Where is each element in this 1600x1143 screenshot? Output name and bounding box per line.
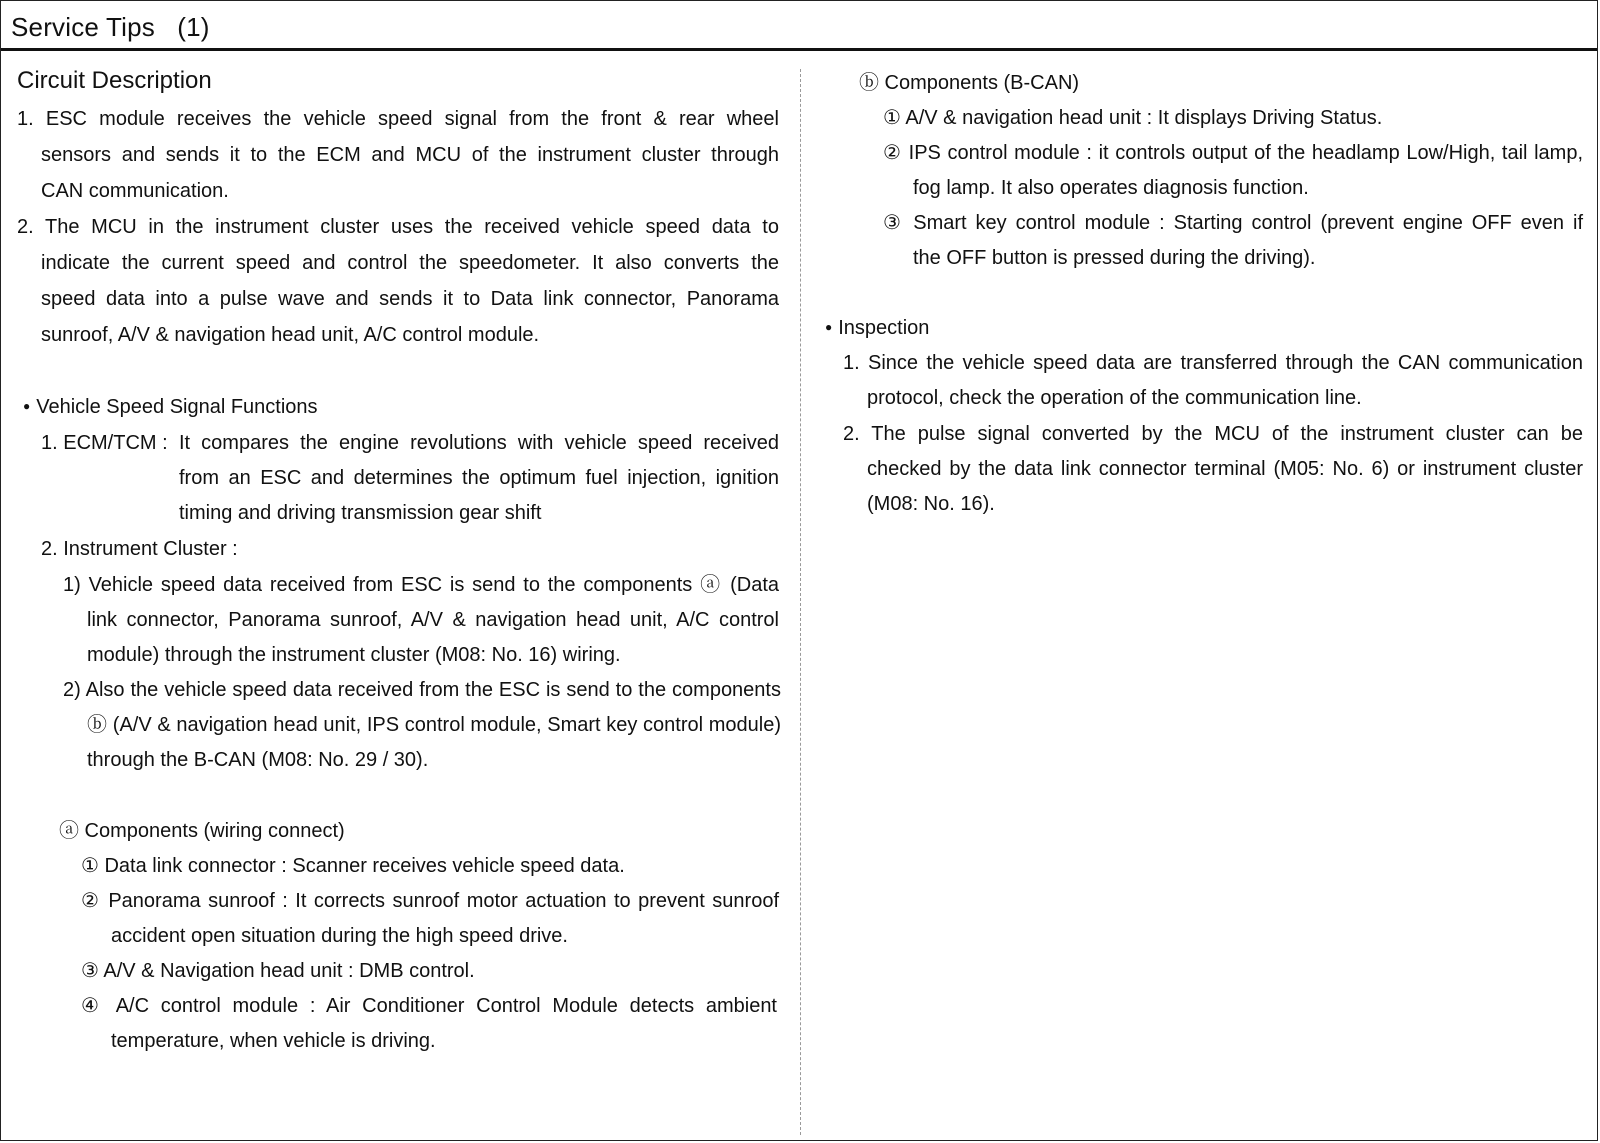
components-b-item: ① A/V & navigation head unit : It displays Driving Status. [883, 107, 1383, 129]
page-title: Service Tips (1) [11, 12, 210, 42]
desc-line: 2. The MCU in the instrument cluster uses the received vehicle speed data to [17, 216, 779, 238]
bullet-icon: ● [825, 320, 833, 334]
ecm-line: from an ESC and determines the optimum fuel injection, ignition [179, 467, 779, 489]
inspection-heading [825, 316, 929, 342]
inspection-line: 1. Since the vehicle speed data are transferred through the CAN communication [843, 352, 1583, 374]
vss-title: Vehicle Speed Signal Functions [36, 396, 318, 418]
column-divider [800, 69, 801, 1135]
desc-line: CAN communication. [41, 180, 229, 202]
ecm-label: 1. ECM/TCM : [41, 432, 168, 454]
page-header [1, 1, 1597, 51]
cluster-title: 2. Instrument Cluster : [41, 538, 238, 560]
circuit-description-title: Circuit Description [17, 67, 212, 94]
components-b-item: ② IPS control module : it controls output of the headlamp Low/High, tail lamp, [883, 142, 1583, 164]
desc-line: 1. ESC module receives the vehicle speed signal from the front & rear wheel [17, 108, 779, 130]
inspection-line: checked by the data link connector terminal (M05: No. 6) or instrument cluster [867, 458, 1583, 480]
desc-line: sunroof, A/V & navigation head unit, A/C control module. [41, 324, 540, 346]
inspection-line: 2. The pulse signal converted by the MCU of the instrument cluster can be [843, 423, 1583, 445]
components-a-item: ③ A/V & Navigation head unit : DMB control. [81, 960, 475, 982]
cluster-line: through the B-CAN (M08: No. 29 / 30). [87, 749, 429, 771]
components-a-title: ⓐ Components (wiring connect) [59, 820, 345, 842]
desc-line: indicate the current speed and control the speedometer. It also converts the [41, 252, 779, 274]
ecm-line: It compares the engine revolutions with vehicle speed received [179, 432, 779, 454]
components-b-item: fog lamp. It also operates diagnosis function. [913, 177, 1309, 199]
components-a-item: ② Panorama sunroof : It corrects sunroof motor actuation to prevent sunroof [81, 890, 779, 912]
components-a-item: accident open situation during the high speed drive. [111, 925, 568, 947]
inspection-title: Inspection [838, 317, 930, 339]
bullet-icon: ● [23, 399, 31, 413]
components-b-item: the OFF button is pressed during the driving). [913, 247, 1316, 269]
inspection-line: protocol, check the operation of the communication line. [867, 387, 1362, 409]
components-a-item: temperature, when vehicle is driving. [111, 1030, 436, 1052]
cluster-line: 1) Vehicle speed data received from ESC is send to the components ⓐ (Data [63, 574, 779, 596]
desc-line: sensors and sends it to the ECM and MCU of the instrument cluster through [41, 144, 779, 166]
cluster-line: 2) Also the vehicle speed data received from the ESC is send to the components [63, 679, 781, 701]
desc-line: speed data into a pulse wave and sends it to Data link connector, Panorama [41, 288, 779, 310]
ecm-line: timing and driving transmission gear shift [179, 502, 542, 524]
components-a-item: ④ A/C control module : Air Conditioner Control Module detects ambient [81, 995, 777, 1017]
components-b-item: ③ Smart key control module : Starting control (prevent engine OFF even if [883, 212, 1583, 234]
vss-heading [23, 395, 318, 421]
components-b-title: ⓑ Components (B-CAN) [859, 72, 1080, 94]
components-a-item: ① Data link connector : Scanner receives vehicle speed data. [81, 855, 625, 877]
cluster-line: ⓑ (A/V & navigation head unit, IPS control module, Smart key control module) [87, 714, 781, 736]
inspection-line: (M08: No. 16). [867, 493, 995, 515]
cluster-line: module) through the instrument cluster (M08: No. 16) wiring. [87, 644, 621, 666]
cluster-line: link connector, Panorama sunroof, A/V & navigation head unit, A/C control [87, 609, 779, 631]
